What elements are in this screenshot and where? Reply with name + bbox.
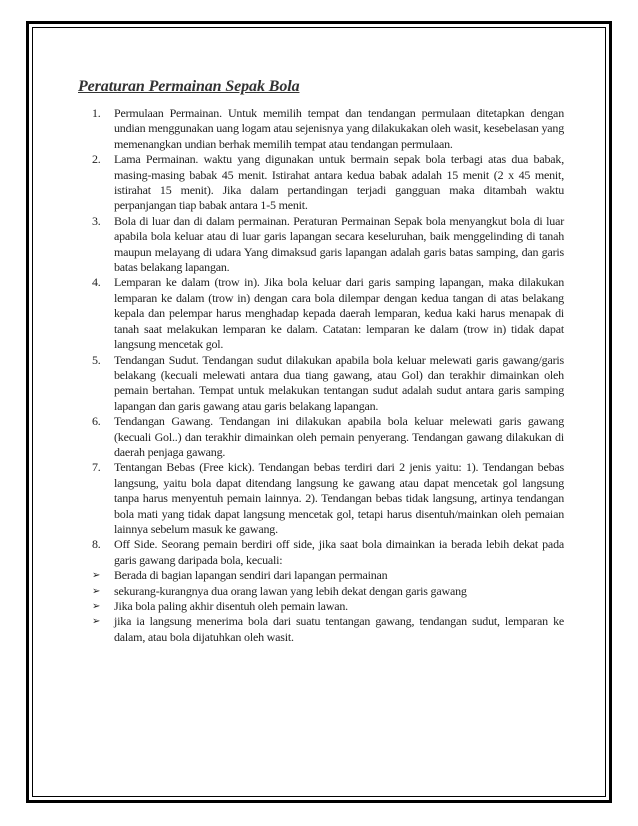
arrow-bullet-icon: ➢ [92, 616, 101, 628]
rule-number: 2. [92, 152, 101, 167]
rule-number: 6. [92, 414, 101, 429]
bullet-text: jika ia langsung menerima bola dari suatu tentangan gawang, tendangan sudut, lemparan ke dalam, atau bola dijatuhkan oleh wasit. [114, 614, 564, 644]
rule-text: Tendangan Gawang. Tendangan ini dilakukan apabila bola keluar melewati garis gawang (kecuali Gol..) dan terakhir dimainkan oleh pemain penyerang. Tendangan gawang dilakukan di daerah penjaga gawang. [114, 414, 564, 459]
rule-item [92, 152, 564, 214]
arrow-bullet-icon: ➢ [92, 601, 101, 612]
rule-number: 8. [92, 537, 101, 552]
bullet-item [92, 614, 564, 645]
rule-text: Lama Permainan. waktu yang digunakan untuk bermain sepak bola terbagi atas dua babak, masing-masing babak 45 menit. Istirahat antara kedua babak adalah 15 menit (2 x 45 menit, istirahat 15 menit). Jika dalam pertandingan terjadi gangguan maka ditambah waktu perpanjangan tiap babak antara 1-5 menit. [114, 152, 564, 213]
rule-item [92, 414, 564, 460]
rule-item [92, 213, 564, 276]
rule-number: 7. [92, 460, 101, 475]
arrow-bullet-icon: ➢ [92, 585, 101, 597]
bullet-item [92, 568, 564, 583]
rule-text: Permulaan Permainan. Untuk memilih tempat dan tendangan permulaan ditetapkan dengan undian menggunakan uang logam atau sejenisnya yang dilakukakan oleh wasit, kesebelasan yang memenangkan undian berhak memilih tempat atau tendangan permulaan. [114, 106, 564, 151]
document-title: Peraturan Permainan Sepak Bola [78, 78, 300, 95]
rule-text: Lemparan ke dalam (trow in). Jika bola keluar dari garis samping lapangan, maka dilakukan lemparan ke dalam (trow in) dengan cara bola dilempar dengan kedua tangan di atas belakang kepala dan pelempar harus menghadap kepada daerah lemparan, kedua kaki harus menapak di tanah saat melakukan lemparan ke dalam. Catatan: lemparan ke dalam (trow in) tidak dapat langsung mencetak gol. [114, 275, 564, 352]
bullet-text: Berada di bagian lapangan sendiri dari lapangan permainan [114, 568, 388, 583]
rule-item [92, 537, 564, 568]
rule-number: 4. [92, 275, 101, 290]
rule-item [92, 460, 564, 537]
document-body [78, 78, 564, 645]
rule-number: 1. [92, 106, 101, 120]
rule-text: Bola di luar dan di dalam permainan. Peraturan Permainan Sepak bola menyangkut bola di luar apabila bola keluar atau di luar garis lapangan secara keseluruhan, baik menggelinding di tanah maupun melayang di udara Yang dimaksud garis lapangan adalah garis batas samping, dan garis batas belakang lapangan. [114, 213, 564, 275]
offside-exceptions-list [78, 568, 564, 645]
rule-item [92, 352, 564, 415]
arrow-bullet-icon: ➢ [92, 570, 101, 582]
rule-text: Tentangan Bebas (Free kick). Tendangan bebas terdiri dari 2 jenis yaitu: 1). Tendangan bebas langsung, yaitu bola dapat ditendang langsung ke gawang atau dapat mencetak gol langsung tanpa harus menyentuh pemain lainnya. 2). Tendangan bebas tidak langsung, artinya tendangan bola mati yang tidak dapat langsung mencetak gol, tetapi harus disentuh/mainkan oleh pemaian lainnya sebelum masuk ke gawang. [114, 460, 564, 536]
rule-text: Tendangan Sudut. Tendangan sudut dilakukan apabila bola keluar melewati garis gawang/garis belakang (kecuali melewati antara dua tiang gawang, atau Gol) dan terakhir dimainkan oleh pemain bertahan. Tempat untuk melakukan tentangan sudut adalah sudut antara garis samping lapangan dan garis gawang atau garis belakang lapangan. [114, 352, 564, 413]
rule-text: Off Side. Seorang pemain berdiri off side, jika saat bola dimainkan ia berada lebih dekat pada garis gawang daripada bola, kecuali: [114, 537, 564, 567]
rule-item [92, 275, 564, 352]
rule-number: 5. [92, 352, 101, 367]
bullet-text: Jika bola paling akhir disentuh oleh pemain lawan. [114, 599, 348, 613]
bullet-item [92, 583, 564, 599]
rules-list [78, 106, 564, 568]
rule-number: 3. [92, 213, 101, 228]
rule-item [92, 106, 564, 152]
bullet-item [92, 599, 564, 614]
bullet-text: sekurang-kurangnya dua orang lawan yang lebih dekat dengan garis gawang [114, 583, 467, 598]
